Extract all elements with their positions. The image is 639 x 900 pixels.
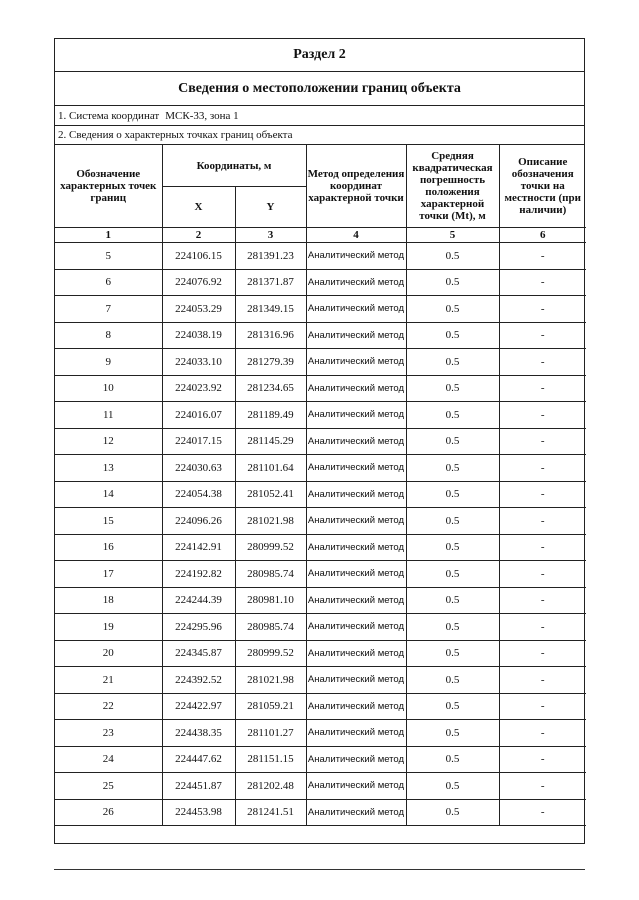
method-cell: Аналитический метод: [306, 799, 406, 826]
method-cell: Аналитический метод: [306, 349, 406, 376]
description-cell: -: [499, 243, 586, 270]
error-cell: 0.5: [406, 561, 499, 588]
point-number-cell: 19: [55, 614, 162, 641]
description-cell: -: [499, 561, 586, 588]
point-number-cell: 8: [55, 322, 162, 349]
error-cell: 0.5: [406, 322, 499, 349]
point-number-cell: 24: [55, 746, 162, 773]
y-coordinate-cell: 280985.74: [235, 561, 306, 588]
method-cell: Аналитический метод: [306, 481, 406, 508]
x-coordinate-cell: 224422.97: [162, 693, 235, 720]
table-row: [55, 349, 586, 376]
description-cell: -: [499, 587, 586, 614]
method-cell: Аналитический метод: [306, 375, 406, 402]
coord-system-label: 1. Система координат: [58, 109, 160, 122]
error-cell: 0.5: [406, 481, 499, 508]
table-row: [55, 375, 586, 402]
description-cell: -: [499, 296, 586, 323]
y-coordinate-cell: 281145.29: [235, 428, 306, 455]
method-cell: Аналитический метод: [306, 455, 406, 482]
description-cell: -: [499, 269, 586, 296]
table-row: [55, 587, 586, 614]
table-row: [55, 720, 586, 747]
point-number-cell: 22: [55, 693, 162, 720]
table-row: [55, 269, 586, 296]
points-table: [55, 145, 586, 826]
y-coordinate-cell: 281202.48: [235, 773, 306, 800]
y-coordinate-cell: 280999.52: [235, 640, 306, 667]
table-row: [55, 322, 586, 349]
point-number-cell: 5: [55, 243, 162, 270]
x-coordinate-cell: 224453.98: [162, 799, 235, 826]
table-row: [55, 296, 586, 323]
x-coordinate-cell: 224438.35: [162, 720, 235, 747]
description-cell: -: [499, 481, 586, 508]
x-coordinate-cell: 224053.29: [162, 296, 235, 323]
point-number-cell: 25: [55, 773, 162, 800]
description-cell: -: [499, 322, 586, 349]
error-cell: 0.5: [406, 243, 499, 270]
description-cell: -: [499, 640, 586, 667]
x-coordinate-cell: 224447.62: [162, 746, 235, 773]
table-row: [55, 746, 586, 773]
error-cell: 0.5: [406, 508, 499, 535]
description-cell: -: [499, 746, 586, 773]
point-number-cell: 13: [55, 455, 162, 482]
description-cell: -: [499, 428, 586, 455]
description-cell: -: [499, 693, 586, 720]
x-coordinate-cell: 224192.82: [162, 561, 235, 588]
point-number-cell: 11: [55, 402, 162, 429]
error-cell: 0.5: [406, 269, 499, 296]
coord-system-line: [55, 106, 584, 126]
header-x: X: [162, 187, 235, 228]
x-coordinate-cell: 224106.15: [162, 243, 235, 270]
method-cell: Аналитический метод: [306, 402, 406, 429]
document-frame: [54, 38, 585, 844]
point-number-cell: 18: [55, 587, 162, 614]
points-caption: 2. Сведения о характерных точках границ объекта: [55, 126, 584, 145]
x-coordinate-cell: 224295.96: [162, 614, 235, 641]
y-coordinate-cell: 280981.10: [235, 587, 306, 614]
error-cell: 0.5: [406, 720, 499, 747]
y-coordinate-cell: 281349.15: [235, 296, 306, 323]
table-row: [55, 773, 586, 800]
error-cell: 0.5: [406, 614, 499, 641]
table-row: [55, 243, 586, 270]
table-row: [55, 614, 586, 641]
x-coordinate-cell: 224244.39: [162, 587, 235, 614]
column-number: 1: [55, 228, 162, 243]
method-cell: Аналитический метод: [306, 746, 406, 773]
method-cell: Аналитический метод: [306, 640, 406, 667]
x-coordinate-cell: 224016.07: [162, 402, 235, 429]
y-coordinate-cell: 281059.21: [235, 693, 306, 720]
error-cell: 0.5: [406, 402, 499, 429]
y-coordinate-cell: 281241.51: [235, 799, 306, 826]
table-row: [55, 481, 586, 508]
point-number-cell: 21: [55, 667, 162, 694]
method-cell: Аналитический метод: [306, 428, 406, 455]
y-coordinate-cell: 281101.64: [235, 455, 306, 482]
header-coordinates: Координаты, м: [162, 145, 306, 187]
method-cell: Аналитический метод: [306, 720, 406, 747]
description-cell: -: [499, 508, 586, 535]
y-coordinate-cell: 281391.23: [235, 243, 306, 270]
table-row: [55, 667, 586, 694]
method-cell: Аналитический метод: [306, 773, 406, 800]
y-coordinate-cell: 280999.52: [235, 534, 306, 561]
description-cell: -: [499, 534, 586, 561]
description-cell: -: [499, 455, 586, 482]
description-cell: -: [499, 720, 586, 747]
error-cell: 0.5: [406, 640, 499, 667]
column-number: 4: [306, 228, 406, 243]
method-cell: Аналитический метод: [306, 322, 406, 349]
table-row: [55, 561, 586, 588]
method-cell: Аналитический метод: [306, 243, 406, 270]
x-coordinate-cell: 224096.26: [162, 508, 235, 535]
y-coordinate-cell: 281316.96: [235, 322, 306, 349]
description-cell: -: [499, 375, 586, 402]
coord-system-value: МСК-33, зона 1: [165, 109, 239, 122]
error-cell: 0.5: [406, 349, 499, 376]
point-number-cell: 7: [55, 296, 162, 323]
x-coordinate-cell: 224033.10: [162, 349, 235, 376]
point-number-cell: 9: [55, 349, 162, 376]
table-row: [55, 428, 586, 455]
point-number-cell: 15: [55, 508, 162, 535]
y-coordinate-cell: 281151.15: [235, 746, 306, 773]
header-y: Y: [235, 187, 306, 228]
description-cell: -: [499, 773, 586, 800]
section-subtitle: Сведения о местоположении границ объекта: [55, 72, 584, 106]
table-row: [55, 402, 586, 429]
point-number-cell: 14: [55, 481, 162, 508]
error-cell: 0.5: [406, 296, 499, 323]
error-cell: 0.5: [406, 746, 499, 773]
error-cell: 0.5: [406, 667, 499, 694]
error-cell: 0.5: [406, 428, 499, 455]
table-row: [55, 455, 586, 482]
description-cell: -: [499, 667, 586, 694]
x-coordinate-cell: 224054.38: [162, 481, 235, 508]
point-number-cell: 17: [55, 561, 162, 588]
x-coordinate-cell: 224076.92: [162, 269, 235, 296]
error-cell: 0.5: [406, 534, 499, 561]
x-coordinate-cell: 224017.15: [162, 428, 235, 455]
y-coordinate-cell: 280985.74: [235, 614, 306, 641]
x-coordinate-cell: 224345.87: [162, 640, 235, 667]
page-bottom-rule: [54, 869, 585, 870]
point-number-cell: 26: [55, 799, 162, 826]
x-coordinate-cell: 224142.91: [162, 534, 235, 561]
description-cell: -: [499, 614, 586, 641]
method-cell: Аналитический метод: [306, 508, 406, 535]
point-number-cell: 20: [55, 640, 162, 667]
method-cell: Аналитический метод: [306, 269, 406, 296]
description-cell: -: [499, 402, 586, 429]
point-number-cell: 12: [55, 428, 162, 455]
x-coordinate-cell: 224023.92: [162, 375, 235, 402]
header-designation: Обозначение характерных точек границ: [55, 145, 162, 228]
x-coordinate-cell: 224451.87: [162, 773, 235, 800]
method-cell: Аналитический метод: [306, 587, 406, 614]
table-row: [55, 534, 586, 561]
description-cell: -: [499, 349, 586, 376]
column-number: 5: [406, 228, 499, 243]
y-coordinate-cell: 281189.49: [235, 402, 306, 429]
y-coordinate-cell: 281021.98: [235, 508, 306, 535]
error-cell: 0.5: [406, 455, 499, 482]
x-coordinate-cell: 224038.19: [162, 322, 235, 349]
point-number-cell: 16: [55, 534, 162, 561]
error-cell: 0.5: [406, 693, 499, 720]
table-row: [55, 508, 586, 535]
method-cell: Аналитический метод: [306, 693, 406, 720]
point-number-cell: 10: [55, 375, 162, 402]
error-cell: 0.5: [406, 799, 499, 826]
column-number: 6: [499, 228, 586, 243]
error-cell: 0.5: [406, 587, 499, 614]
column-number: 3: [235, 228, 306, 243]
y-coordinate-cell: 281371.87: [235, 269, 306, 296]
point-number-cell: 23: [55, 720, 162, 747]
table-row: [55, 799, 586, 826]
method-cell: Аналитический метод: [306, 614, 406, 641]
method-cell: Аналитический метод: [306, 561, 406, 588]
method-cell: Аналитический метод: [306, 296, 406, 323]
description-cell: -: [499, 799, 586, 826]
error-cell: 0.5: [406, 375, 499, 402]
y-coordinate-cell: 281052.41: [235, 481, 306, 508]
x-coordinate-cell: 224030.63: [162, 455, 235, 482]
header-method: Метод определения координат характерной точки: [306, 145, 406, 228]
x-coordinate-cell: 224392.52: [162, 667, 235, 694]
section-title: Раздел 2: [55, 39, 584, 72]
points-table-body: [55, 243, 586, 826]
column-number: 2: [162, 228, 235, 243]
y-coordinate-cell: 281234.65: [235, 375, 306, 402]
header-description: Описание обозначения точки на местности (при наличии): [499, 145, 586, 228]
error-cell: 0.5: [406, 773, 499, 800]
point-number-cell: 6: [55, 269, 162, 296]
header-error: Средняя квадратическая погрешность положения характерной точки (Mt), м: [406, 145, 499, 228]
y-coordinate-cell: 281279.39: [235, 349, 306, 376]
table-row: [55, 693, 586, 720]
table-row: [55, 640, 586, 667]
method-cell: Аналитический метод: [306, 534, 406, 561]
method-cell: Аналитический метод: [306, 667, 406, 694]
y-coordinate-cell: 281101.27: [235, 720, 306, 747]
y-coordinate-cell: 281021.98: [235, 667, 306, 694]
